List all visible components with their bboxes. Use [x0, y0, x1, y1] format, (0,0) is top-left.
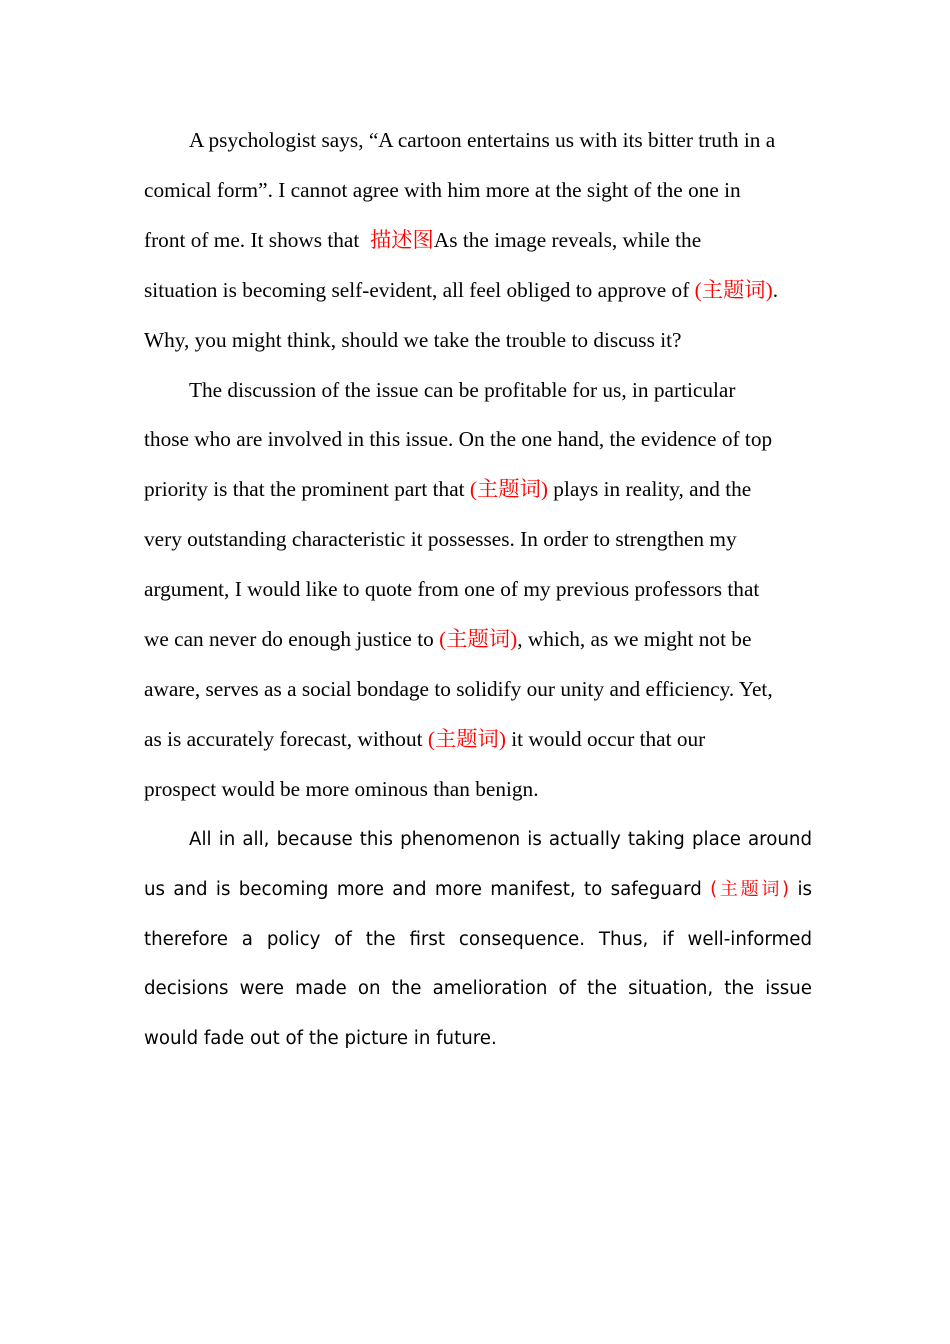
paragraph-intro [144, 116, 812, 366]
text-line: The discussion of the issue can be profitable for us, in particular [189, 377, 736, 402]
text-line: comical form”. I cannot agree with him more at the sight of the one in [144, 177, 741, 202]
text-line: prospect would be more ominous than benign. [144, 776, 539, 801]
text-line: therefore a policy of the first consequence. Thus, if well-informed [144, 928, 812, 950]
text-line: All in all, because this phenomenon is actually taking place around [189, 828, 812, 850]
text-line: A psychologist says, “A cartoon entertains us with its bitter truth in a [189, 128, 776, 152]
text-line: we can never do enough justice to (主题词), which, as we might not be [144, 627, 752, 652]
placeholder-topic-word: (主题词) [710, 878, 790, 900]
placeholder-topic-word: (主题词) [439, 627, 518, 652]
text-line: aware, serves as a social bondage to solidify our unity and efficiency. Yet, [144, 676, 773, 701]
paragraph-conclusion [144, 815, 812, 1065]
text-line: us and is becoming more and more manifest, to safeguard (主题词) is [144, 878, 812, 900]
text-line: situation is becoming self-evident, all feel obliged to approve of (主题词). [144, 277, 779, 302]
placeholder-describe-image: 描述图 [369, 227, 434, 252]
text-line: priority is that the prominent part that (主题词) plays in reality, and the [144, 477, 752, 502]
text-line: would fade out of the picture in future. [144, 1028, 497, 1050]
text-line: Why, you might think, should we take the trouble to discuss it? [144, 327, 682, 352]
text-line: very outstanding characteristic it possesses. In order to strengthen my [144, 527, 737, 552]
placeholder-topic-word: (主题词) [694, 277, 773, 302]
paragraph-body [144, 366, 812, 815]
placeholder-topic-word: (主题词) [427, 726, 506, 751]
placeholder-topic-word: (主题词) [469, 477, 548, 502]
text-line: those who are involved in this issue. On the one hand, the evidence of top [144, 427, 773, 452]
document-page [144, 116, 812, 1064]
text-line: decisions were made on the amelioration of the situation, the issue [144, 978, 812, 1000]
text-line: argument, I would like to quote from one of my previous professors that [144, 577, 760, 602]
text-line: as is accurately forecast, without (主题词) it would occur that our [144, 726, 706, 751]
text-line: front of me. It shows that 描述图As the image reveals, while the [144, 227, 702, 252]
